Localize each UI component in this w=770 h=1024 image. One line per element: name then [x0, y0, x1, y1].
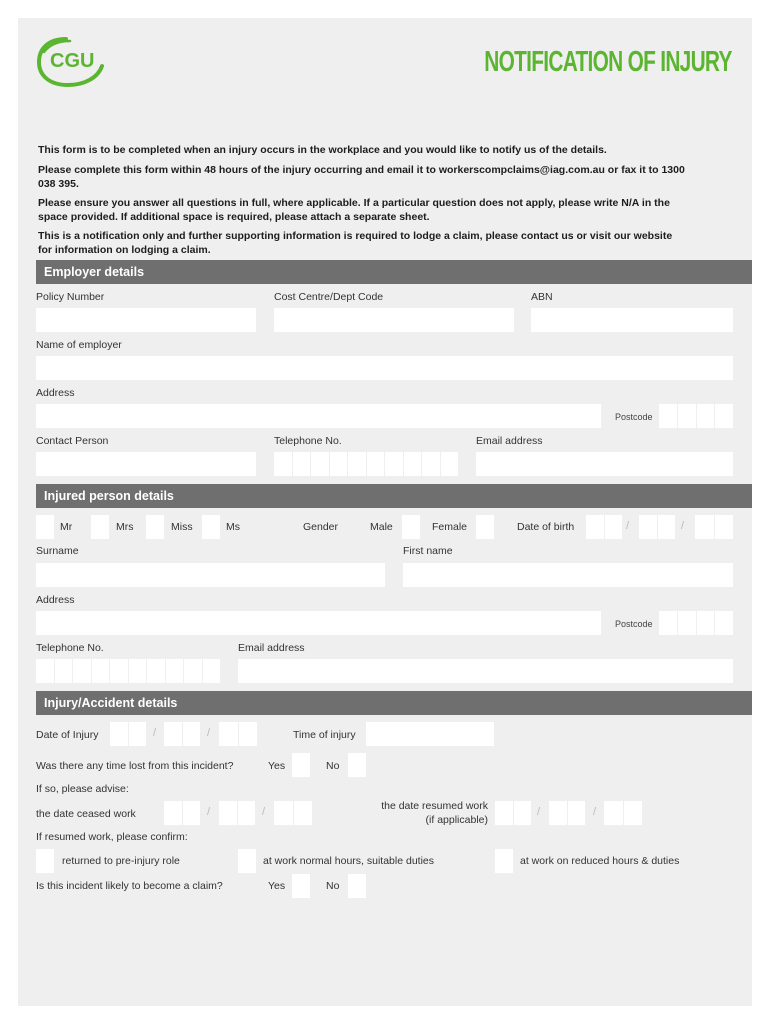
if-so-label: If so, please advise: — [36, 783, 129, 795]
date-ceased-label: the date ceased work — [36, 808, 136, 820]
time-lost-yes-checkbox[interactable] — [292, 753, 310, 777]
ceased-date-separator-2: / — [262, 806, 266, 818]
logo-text: CGU — [50, 50, 95, 72]
injury-month-field[interactable] — [164, 722, 200, 746]
reduced-hours-checkbox[interactable] — [495, 849, 513, 873]
intro-paragraph-3: Please ensure you answer all questions in full, where applicable. If a particular question does not apply, please write N/A in the space provided. If additional space is required, please attach a separate sheet. — [38, 197, 670, 223]
resumed-month-field[interactable] — [549, 801, 585, 825]
if-resumed-label: If resumed work, please confirm: — [36, 831, 188, 843]
dob-month-field[interactable] — [639, 515, 675, 539]
employer-email-label: Email address — [476, 435, 543, 447]
likely-claim-no-label: No — [326, 880, 340, 892]
reduced-hours-label: at work on reduced hours & duties — [520, 855, 680, 867]
resumed-date-separator-2: / — [593, 806, 597, 818]
injured-telephone-label: Telephone No. — [36, 642, 104, 654]
employer-telephone-label: Telephone No. — [274, 435, 342, 447]
likely-claim-question: Is this incident likely to become a claim? — [36, 880, 223, 892]
dob-separator-1: / — [626, 520, 630, 532]
gender-label: Gender — [303, 521, 339, 533]
ceased-date-separator-1: / — [207, 806, 211, 818]
time-lost-question: Was there any time lost from this incident? — [36, 760, 234, 772]
title-ms-label: Ms — [226, 521, 240, 533]
cost-centre-label: Cost Centre/Dept Code — [274, 291, 384, 303]
time-of-injury-field[interactable] — [366, 722, 494, 746]
resumed-date-separator-1: / — [537, 806, 541, 818]
cost-centre-field[interactable] — [274, 308, 514, 332]
policy-number-label: Policy Number — [36, 291, 105, 303]
dob-label: Date of birth — [517, 521, 575, 533]
employer-section-header: Employer details — [36, 260, 752, 284]
normal-hours-checkbox[interactable] — [238, 849, 256, 873]
intro-paragraph-1: This form is to be completed when an injury occurs in the workplace and you would like to notify us of the details. — [38, 144, 607, 156]
dob-year-field[interactable] — [695, 515, 733, 539]
likely-claim-no-checkbox[interactable] — [348, 874, 366, 898]
employer-address-label: Address — [36, 387, 75, 399]
employer-name-field[interactable] — [36, 356, 733, 380]
injured-postcode-field[interactable] — [659, 611, 733, 635]
employer-name-label: Name of employer — [36, 339, 122, 351]
pre-injury-role-label: returned to pre-injury role — [62, 855, 180, 867]
time-lost-yes-label: Yes — [268, 760, 286, 772]
gender-male-checkbox[interactable] — [402, 515, 420, 539]
injured-address-field[interactable] — [36, 611, 601, 635]
surname-label: Surname — [36, 545, 79, 557]
title-mr-label: Mr — [60, 521, 73, 533]
cgu-logo — [36, 36, 104, 88]
form-page — [18, 18, 752, 1006]
ceased-month-field[interactable] — [219, 801, 255, 825]
normal-hours-label: at work normal hours, suitable duties — [263, 855, 434, 867]
employer-address-field[interactable] — [36, 404, 601, 428]
pre-injury-role-checkbox[interactable] — [36, 849, 54, 873]
likely-claim-yes-checkbox[interactable] — [292, 874, 310, 898]
time-lost-no-checkbox[interactable] — [348, 753, 366, 777]
date-of-injury-label: Date of Injury — [36, 729, 99, 741]
policy-number-field[interactable] — [36, 308, 256, 332]
gender-female-label: Female — [432, 521, 468, 533]
likely-claim-yes-label: Yes — [268, 880, 286, 892]
abn-field[interactable] — [531, 308, 733, 332]
time-of-injury-label: Time of injury — [293, 729, 356, 741]
date-resumed-label: the date resumed work — [381, 800, 488, 812]
abn-label: ABN — [531, 291, 553, 303]
date-resumed-note: (if applicable) — [425, 814, 488, 826]
dob-day-field[interactable] — [586, 515, 622, 539]
ceased-year-field[interactable] — [274, 801, 312, 825]
injured-email-label: Email address — [238, 642, 305, 654]
injury-day-field[interactable] — [110, 722, 146, 746]
injury-date-separator-2: / — [207, 727, 211, 739]
accident-section-header: Injury/Accident details — [36, 691, 752, 715]
employer-postcode-field[interactable] — [659, 404, 733, 428]
injury-date-separator-1: / — [153, 727, 157, 739]
employer-email-field[interactable] — [476, 452, 733, 476]
title-miss-checkbox[interactable] — [146, 515, 164, 539]
injured-postcode-label: Postcode — [615, 619, 653, 629]
injured-telephone-field[interactable] — [36, 659, 220, 683]
title-miss-label: Miss — [171, 521, 193, 533]
first-name-field[interactable] — [403, 563, 733, 587]
dob-separator-2: / — [681, 520, 685, 532]
title-mrs-label: Mrs — [116, 521, 134, 533]
contact-person-label: Contact Person — [36, 435, 109, 447]
employer-telephone-field[interactable] — [274, 452, 458, 476]
contact-person-field[interactable] — [36, 452, 256, 476]
injury-year-field[interactable] — [219, 722, 257, 746]
surname-field[interactable] — [36, 563, 385, 587]
gender-male-label: Male — [370, 521, 393, 533]
title-mrs-checkbox[interactable] — [91, 515, 109, 539]
page-title: NOTIFICATION OF INJURY — [484, 46, 732, 78]
resumed-day-field[interactable] — [495, 801, 531, 825]
employer-postcode-label: Postcode — [615, 412, 653, 422]
injured-address-label: Address — [36, 594, 75, 606]
first-name-label: First name — [403, 545, 453, 557]
title-mr-checkbox[interactable] — [36, 515, 54, 539]
intro-paragraph-2: Please complete this form within 48 hours of the injury occurring and email it to workerscompclaims@iag.com.au or fax it to 1300 038 395. — [38, 164, 685, 190]
ceased-day-field[interactable] — [164, 801, 200, 825]
title-ms-checkbox[interactable] — [202, 515, 220, 539]
gender-female-checkbox[interactable] — [476, 515, 494, 539]
injured-email-field[interactable] — [238, 659, 733, 683]
intro-paragraph-4: This is a notification only and further supporting information is required to lodge a claim, please contact us or visit our website for information on lodging a claim. — [38, 230, 673, 256]
resumed-year-field[interactable] — [604, 801, 642, 825]
time-lost-no-label: No — [326, 760, 340, 772]
injured-section-header: Injured person details — [36, 484, 752, 508]
